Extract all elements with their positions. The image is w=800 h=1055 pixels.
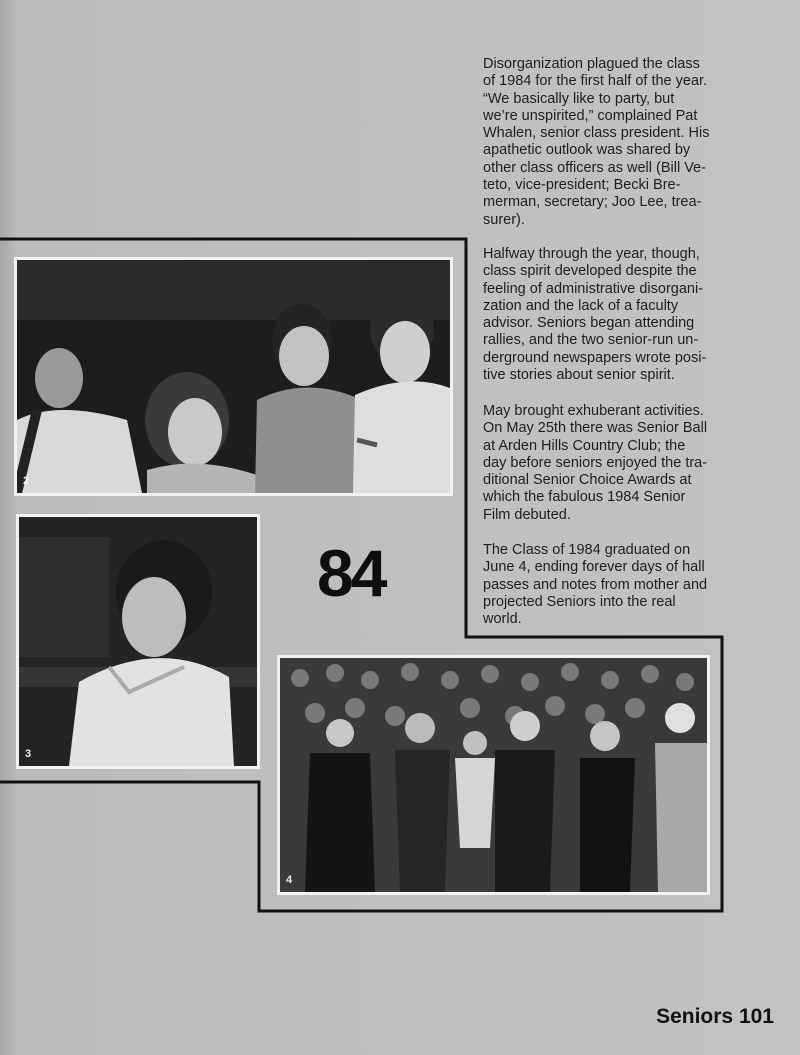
photo-number: 4: [286, 874, 293, 886]
photo-crowd-rally: [277, 655, 710, 895]
photo-students-group: [14, 257, 453, 496]
photo-number: 2: [23, 475, 30, 487]
photo-number: 3: [25, 748, 32, 760]
class-year-numeral: 84: [317, 536, 385, 610]
paragraph-activities: May brought exhuberant activities. On May 25th there was Senior Ball at Arden Hills Country Club; the day before seniors enjoyed the tra- ditional Senior Choice Awards at which the fabulous 1984 Senior Film debuted.: [483, 403, 708, 523]
section-name: Seniors: [656, 1005, 734, 1028]
photo-student-portrait: [16, 514, 260, 769]
page-number: 101: [738, 1005, 774, 1028]
paragraph-graduation: The Class of 1984 graduated on June 4, ending forever days of hall passes and notes from mother and projected Seniors into the real world.: [483, 542, 708, 628]
page-footer: [656, 1005, 774, 1029]
paragraph-intro: Disorganization plagued the class of 1984 for the first half of the year. “We basically like to party, but we’re unspirited,” complained Pat Whalen, senior class president. His apathetic outlook was shared by other class officers as well (Bill Ve- teto, vice-president; Becki Bre- merman, secretary; Joo Lee, trea- surer).: [483, 56, 710, 228]
paragraph-spirit: Halfway through the year, though, class spirit developed despite the feeling of administrative disorgani- zation and the lack of a faculty advisor. Seniors began attending rallies, and the two senior-run un- derground newspapers wrote posi- tive stories about senior spirit.: [483, 246, 707, 384]
